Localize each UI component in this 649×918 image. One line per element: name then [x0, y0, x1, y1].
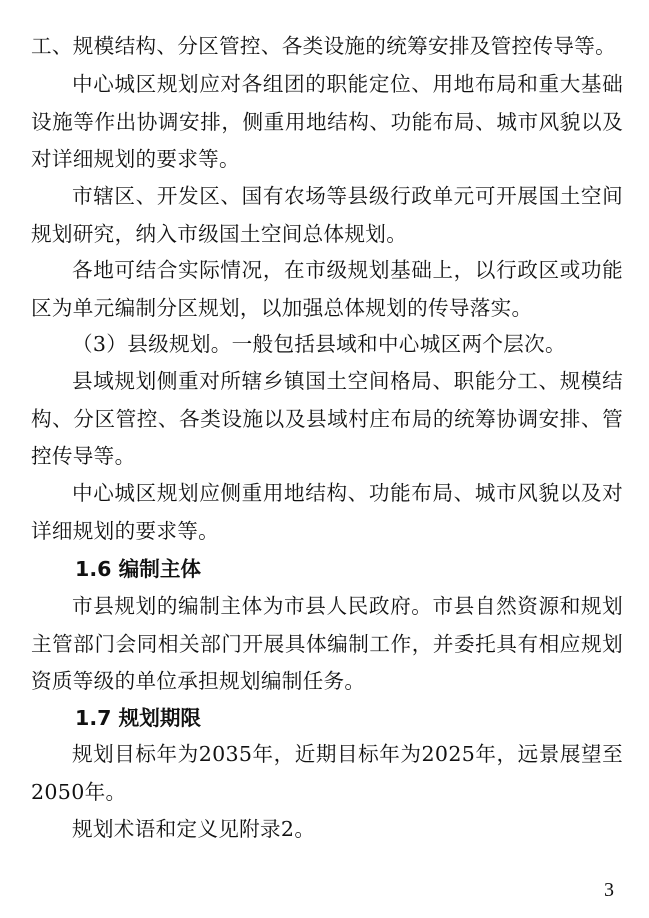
paragraph-county-level-planning: （3）县级规划。一般包括县域和中心城区两个层次。 [72, 332, 566, 356]
paragraph-compilation-subject: 市县规划的编制主体为市县人民政府。市县自然资源和规划主管部门会同相关部门开展具体编制工作，并委托具有相应规划资质等级的单位承担规划编制任务。 [31, 594, 623, 693]
paragraph-zoning-planning: 各地可结合实际情况，在市级规划基础上，以行政区或功能区为单元编制分区规划，以加强总体规划的传导落实。 [31, 258, 623, 320]
paragraph-central-city-planning: 中心城区规划应对各组团的职能定位、用地布局和重大基础设施等作出协调安排，侧重用地结构、功能布局、城市风貌以及对详细规划的要求等。 [31, 72, 623, 171]
paragraph-county-domain-planning: 县域规划侧重对所辖乡镇国土空间格局、职能分工、规模结构、分区管控、各类设施以及县域村庄布局的统筹协调安排、管控传导等。 [31, 369, 623, 468]
paragraph-terms-appendix: 规划术语和定义见附录2。 [72, 817, 316, 841]
section-heading-planning-period: 1.7 规划期限 [75, 706, 202, 730]
page-number: 3 [604, 879, 614, 901]
paragraph-continued: 工、规模结构、分区管控、各类设施的统筹安排及管控传导等。 [31, 34, 617, 58]
paragraph-planning-period: 规划目标年为2035年，近期目标年为2025年，远景展望至2050年。 [31, 742, 623, 804]
paragraph-district-planning-research: 市辖区、开发区、国有农场等县级行政单元可开展国土空间规划研究，纳入市级国土空间总体规划。 [31, 184, 623, 246]
paragraph-county-central-city: 中心城区规划应侧重用地结构、功能布局、城市风貌以及对详细规划的要求等。 [31, 481, 623, 543]
section-heading-compilation-subject: 1.6 编制主体 [75, 557, 202, 581]
